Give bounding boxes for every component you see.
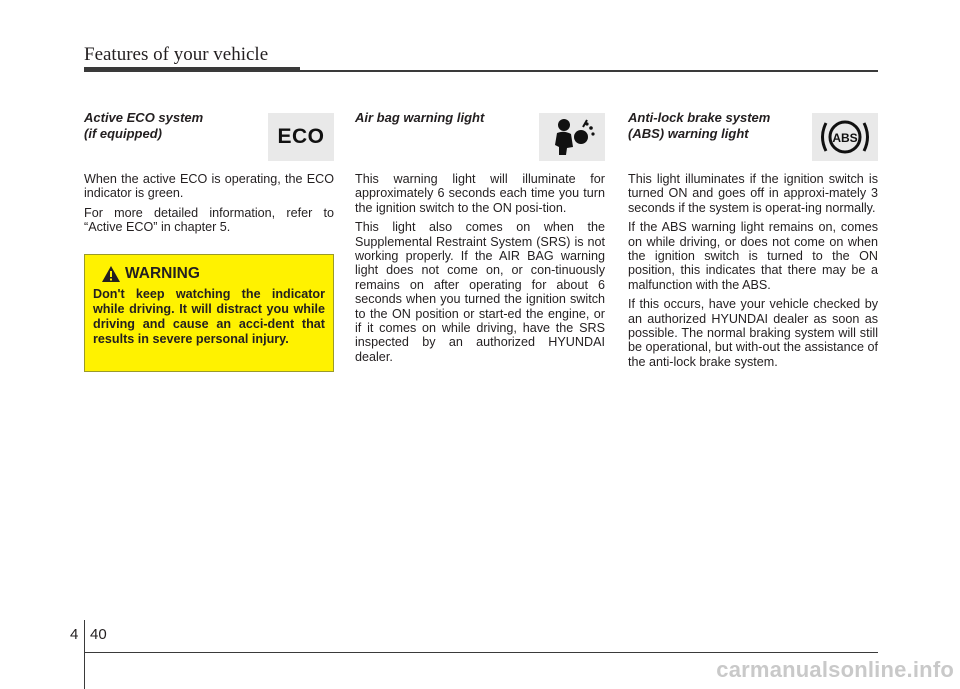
eco-paragraph-2: For more detailed information, refer to “Active ECO” in chapter 5. bbox=[84, 205, 334, 235]
abs-title-line2: (ABS) warning light bbox=[628, 126, 749, 141]
warning-title: WARNING bbox=[125, 265, 200, 282]
eco-icon-label: ECO bbox=[277, 124, 325, 148]
page-header-title: Features of your vehicle bbox=[84, 44, 269, 65]
abs-icon-label: ABS bbox=[832, 131, 858, 145]
footer-rule-horizontal bbox=[84, 652, 878, 653]
eco-title-line2: (if equipped) bbox=[84, 126, 162, 141]
abs-paragraph-3: If this occurs, have your vehicle checked by an authorized HYUNDAI dealer as soon as possible. The normal braking system will still be operational, but with-out the assistance of the anti-lock brake system. bbox=[628, 297, 878, 369]
airbag-paragraph-2: This light also comes on when the Supplemental Restraint System (SRS) is not working properly. If the AIR BAG warning light does not come on, or con-tinuously remains on after operating for about 6 seconds when you turned the ignition switch to the ON position or start-ed the engine, or if it comes on while driving, have the SRS inspected by an authorized HYUNDAI dealer. bbox=[355, 220, 605, 364]
warning-box bbox=[84, 254, 334, 372]
eco-title-line1: Active ECO system bbox=[84, 110, 204, 125]
eco-section bbox=[84, 110, 334, 240]
header-rule-thin bbox=[300, 70, 878, 72]
footer-rule-vertical bbox=[84, 620, 85, 689]
eco-indicator-icon bbox=[268, 113, 334, 161]
chapter-number: 4 bbox=[70, 626, 79, 643]
airbag-title: Air bag warning light bbox=[355, 110, 485, 125]
abs-title-line1: Anti-lock brake system bbox=[628, 110, 771, 125]
abs-section bbox=[628, 110, 878, 374]
abs-paragraph-2: If the ABS warning light remains on, comes on while driving, or does not come on when the ignition switch is turned to the ON position, this indicates that there may be a malfunction with the ABS. bbox=[628, 220, 878, 292]
warning-body: Don't keep watching the indicator while driving. It will distract you while driving and cause an acci-dent that results in severe personal injury. bbox=[93, 287, 325, 346]
page-number: 40 bbox=[90, 626, 107, 643]
airbag-section bbox=[355, 110, 605, 369]
eco-paragraph-1: When the active ECO is operating, the ECO indicator is green. bbox=[84, 172, 334, 201]
airbag-paragraph-1: This warning light will illuminate for approximately 6 seconds each time you turn the ignition switch to the ON posi-tion. bbox=[355, 172, 605, 215]
warning-triangle-icon bbox=[101, 265, 121, 283]
abs-indicator-icon bbox=[812, 113, 878, 161]
header-rule-thick bbox=[84, 67, 300, 72]
watermark: carmanualsonline.info bbox=[716, 657, 954, 682]
abs-paragraph-1: This light illuminates if the ignition switch is turned ON and goes off in approxi-mately 3 seconds if the system is operat-ing normally. bbox=[628, 172, 878, 215]
airbag-icon bbox=[539, 113, 605, 161]
